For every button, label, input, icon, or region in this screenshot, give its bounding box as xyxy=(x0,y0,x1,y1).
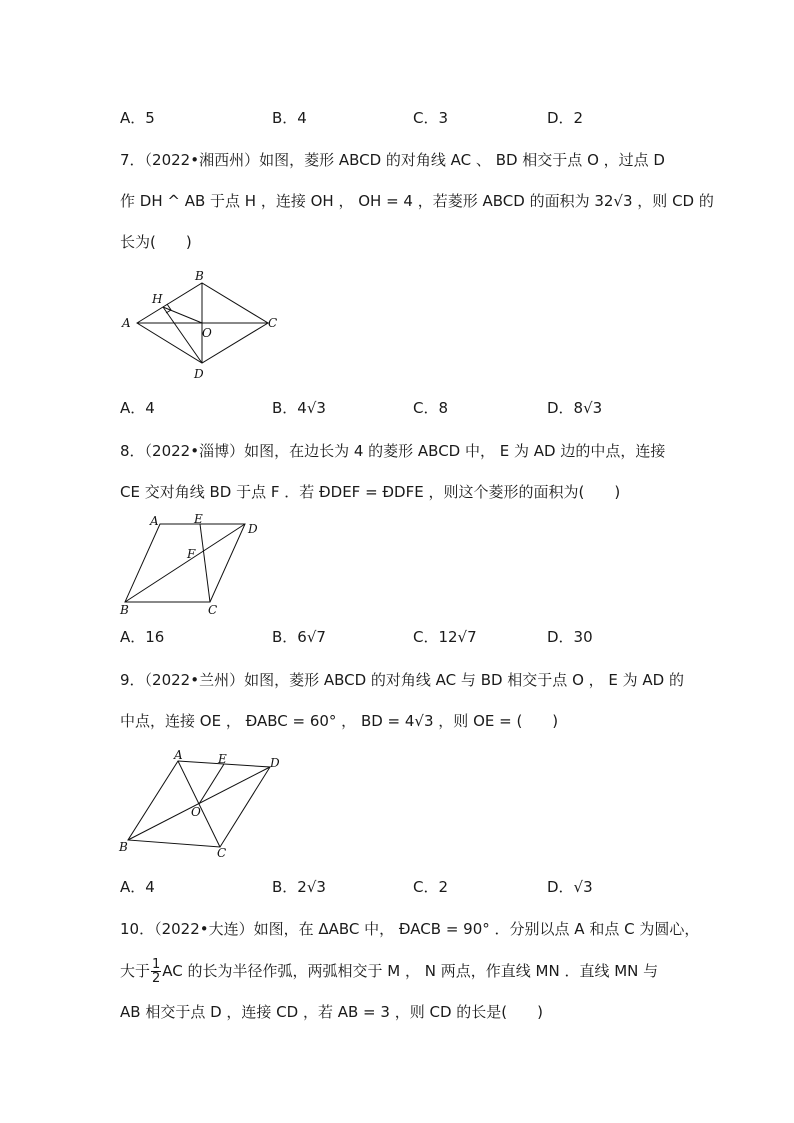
q8-option-b: B．6√7 xyxy=(272,628,326,646)
q9-option-b: B．2√3 xyxy=(272,878,326,896)
q8-option-a: A．16 xyxy=(120,628,165,646)
q7-stem-line1: 7．（2022•湘西州）如图，菱形 ABCD 的对角线 AC 、 BD 相交于点 O ，过点 D xyxy=(120,151,665,169)
q8-label-e: E xyxy=(194,512,203,526)
q9-label-a: A xyxy=(174,748,183,762)
q8-label-b: B xyxy=(120,603,129,617)
q7-option-a: A．4 xyxy=(120,399,155,417)
q8-label-c: C xyxy=(208,603,218,617)
q6-option-a: A．5 xyxy=(120,109,155,127)
q10-fraction xyxy=(151,958,161,985)
q6-option-d: D．2 xyxy=(547,109,584,127)
q7-stem-line3: 长为( ) xyxy=(120,233,192,251)
q8-option-d: D．30 xyxy=(547,628,593,646)
q10-fraction-numerator: 1 xyxy=(152,957,161,972)
q7-option-d: D．8√3 xyxy=(547,399,603,417)
q10-line2-suffix: AC 的长为半径作弧，两弧相交于 M ， N 两点，作直线 MN ．直线 MN 与 xyxy=(162,962,659,980)
q6-option-b: B．4 xyxy=(272,109,307,127)
q7-label-o: O xyxy=(202,326,212,340)
q9-stem-line2: 中点，连接 OE ， ÐABC = 60° ， BD = 4√3 ，则 OE = ( ) xyxy=(120,712,559,730)
q10-fraction-denominator: 2 xyxy=(152,971,161,986)
q9-option-d: D．√3 xyxy=(547,878,593,896)
q7-stem-line2: 作 DH ^ AB 于点 H ，连接 OH ， OH = 4 ，若菱形 ABCD 的面积为 32√3 ，则 CD 的 xyxy=(120,192,714,210)
q10-line2-prefix: 大于 xyxy=(120,962,151,980)
q8-rhombus-figure xyxy=(115,512,275,622)
q8-label-a: A xyxy=(150,514,159,528)
q7-option-b: B．4√3 xyxy=(272,399,326,417)
q7-label-c: C xyxy=(268,316,278,330)
q9-label-b: B xyxy=(119,840,128,854)
q9-label-o: O xyxy=(191,805,201,819)
q7-label-a: A xyxy=(122,316,131,330)
q9-rhombus-figure xyxy=(115,745,285,860)
q9-option-a: A．4 xyxy=(120,878,155,896)
q9-segment-oe xyxy=(199,764,224,804)
q10-stem-line2 xyxy=(120,958,658,985)
q8-label-d: D xyxy=(248,522,258,536)
q8-label-f: F xyxy=(187,547,196,561)
q7-rhombus-figure xyxy=(115,265,285,385)
q9-label-e: E xyxy=(218,752,227,766)
q7-option-c: C．8 xyxy=(413,399,449,417)
q6-option-c: C．3 xyxy=(413,109,449,127)
q8-segment-ce xyxy=(200,524,210,602)
q8-option-c: C．12√7 xyxy=(413,628,477,646)
q7-label-h: H xyxy=(152,292,163,306)
q9-label-d: D xyxy=(270,756,280,770)
q8-stem-line1: 8．（2022•淄博）如图，在边长为 4 的菱形 ABCD 中， E 为 AD 边的中点，连接 xyxy=(120,442,666,460)
q7-label-b: B xyxy=(195,269,204,283)
q9-label-c: C xyxy=(217,846,227,860)
q10-stem-line3: AB 相交于点 D ，连接 CD ，若 AB = 3 ，则 CD 的长是( ) xyxy=(120,1003,543,1021)
q7-label-d: D xyxy=(194,367,204,381)
q9-option-c: C．2 xyxy=(413,878,449,896)
q8-stem-line2: CE 交对角线 BD 于点 F ．若 ÐDEF = ÐDFE ，则这个菱形的面积为( ) xyxy=(120,483,621,501)
q10-stem-line1: 10．（2022•大连）如图，在 ΔABC 中， ÐACB = 90° ．分别以点 A 和点 C 为圆心， xyxy=(120,920,700,938)
q9-stem-line1: 9．（2022•兰州）如图，菱形 ABCD 的对角线 AC 与 BD 相交于点 O ， E 为 AD 的 xyxy=(120,671,685,689)
